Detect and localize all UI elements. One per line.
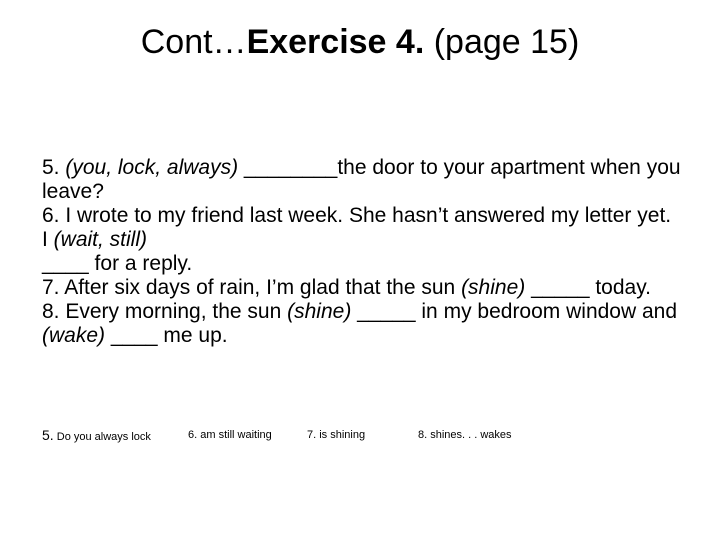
page-title bbox=[0, 20, 720, 64]
item-text: ________the door to your apartment when you leave? bbox=[42, 156, 681, 203]
answer-7: 7. is shining bbox=[307, 429, 366, 441]
exercise-item-6 bbox=[42, 204, 682, 276]
answer-key bbox=[42, 426, 682, 446]
item-hint: (you, lock, always) bbox=[65, 156, 239, 179]
title-prefix: Cont… bbox=[140, 23, 247, 61]
item-text: _____ in my bedroom window and bbox=[351, 300, 678, 323]
exercise-items bbox=[42, 156, 682, 348]
answer-5 bbox=[42, 426, 151, 446]
item-hint: (shine) bbox=[461, 276, 526, 299]
title-page-ref: (page 15) bbox=[433, 23, 580, 61]
item-number: 7. bbox=[42, 276, 60, 299]
exercise-item-8 bbox=[42, 300, 682, 348]
item-text: After six days of rain, I’m glad that the sun bbox=[59, 276, 462, 299]
item-number: 6. bbox=[42, 204, 60, 227]
item-hint: (shine) bbox=[287, 300, 352, 323]
item-number: 8. bbox=[42, 300, 60, 323]
exercise-item-5 bbox=[42, 156, 682, 204]
item-hint: (wake) bbox=[42, 324, 106, 347]
answer-5-number: 5. bbox=[42, 427, 54, 443]
title-exercise: Exercise 4. bbox=[246, 23, 425, 61]
exercise-item-7 bbox=[42, 276, 682, 300]
item-number: 5. bbox=[42, 156, 60, 179]
answer-8: 8. shines. . . wakes bbox=[418, 429, 512, 441]
answer-5-text: Do you always lock bbox=[56, 431, 151, 443]
item-text: ____ for a reply. bbox=[42, 252, 193, 275]
answer-6: 6. am still waiting bbox=[188, 429, 272, 441]
item-text: I wrote to my friend last week. She hasn’t answered my letter yet. I bbox=[42, 204, 672, 251]
item-text: ____ me up. bbox=[105, 324, 228, 347]
item-text: Every morning, the sun bbox=[59, 300, 288, 323]
item-text: _____ today. bbox=[525, 276, 651, 299]
item-hint: (wait, still) bbox=[53, 228, 148, 251]
